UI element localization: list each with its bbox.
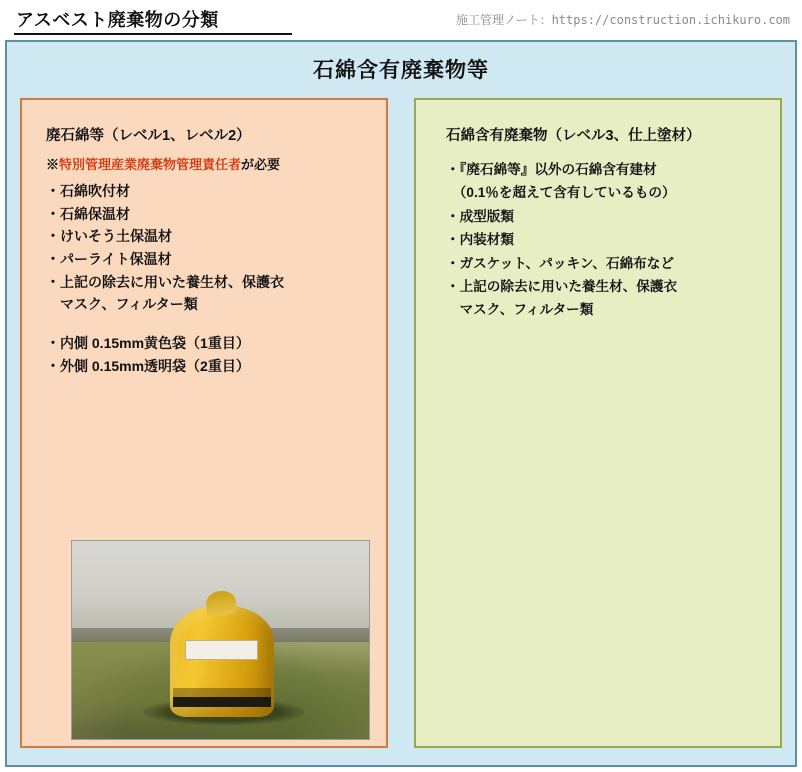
panel-title: 石綿含有廃棄物等 bbox=[313, 59, 489, 82]
list-item: ・内装材類 bbox=[446, 232, 514, 248]
photo-yellow-waste-bag bbox=[71, 540, 370, 740]
list-item: ・上記の除去に用いた養生材、保護衣 bbox=[446, 278, 678, 294]
list-item: ・『廃石綿等』以外の石綿含有建材 bbox=[446, 162, 657, 177]
title-underline bbox=[14, 33, 292, 35]
list-item: ・パーライト保温材 bbox=[46, 251, 172, 268]
warning-mark: ※ bbox=[46, 157, 60, 172]
classification-panel bbox=[5, 40, 797, 767]
list-item: ・外側 0.15mm透明袋（2重目） bbox=[46, 357, 250, 374]
list-item: ・内側 0.15mm黄色袋（1重目） bbox=[46, 335, 250, 352]
page-header bbox=[0, 0, 802, 36]
list-item: ・ガスケット、パッキン、石綿布など bbox=[446, 255, 674, 271]
category-heading-right: 石綿含有廃棄物（レベル3、仕上塗材） bbox=[446, 128, 701, 144]
category-card-level1-2 bbox=[20, 98, 388, 748]
yellow-bag-caution-stripe bbox=[173, 697, 271, 707]
source-note: 施工管理ノート：https://construction.ichikuro.com bbox=[455, 13, 790, 27]
category-card-level3 bbox=[414, 98, 782, 748]
warning-note-left bbox=[46, 156, 280, 174]
list-item-continuation: （0.1％を超えて含有しているもの） bbox=[446, 185, 676, 201]
yellow-bag-label bbox=[185, 640, 258, 660]
list-item: ・石綿吹付材 bbox=[46, 183, 130, 199]
list-item: ・石綿保温材 bbox=[46, 205, 130, 222]
list-item: ・けいそう土保温材 bbox=[46, 228, 172, 245]
list-item-continuation: マスク、フィルター類 bbox=[446, 302, 594, 318]
list-item: ・上記の除去に用いた養生材、保護衣 bbox=[46, 273, 284, 290]
bullet-list-right bbox=[446, 158, 768, 322]
warning-red-text: 特別管理産業廃棄物管理責任者 bbox=[59, 157, 242, 172]
list-spacer bbox=[46, 316, 374, 332]
list-item-continuation: マスク、フィルター類 bbox=[46, 296, 198, 313]
bullet-list-left bbox=[46, 180, 374, 377]
page-title: アスベスト廃棄物の分類 bbox=[16, 10, 219, 30]
warning-tail-text: が必要 bbox=[241, 157, 281, 172]
list-item: ・成型版類 bbox=[446, 208, 514, 224]
category-heading-left: 廃石綿等（レベル1、レベル2） bbox=[46, 128, 251, 144]
